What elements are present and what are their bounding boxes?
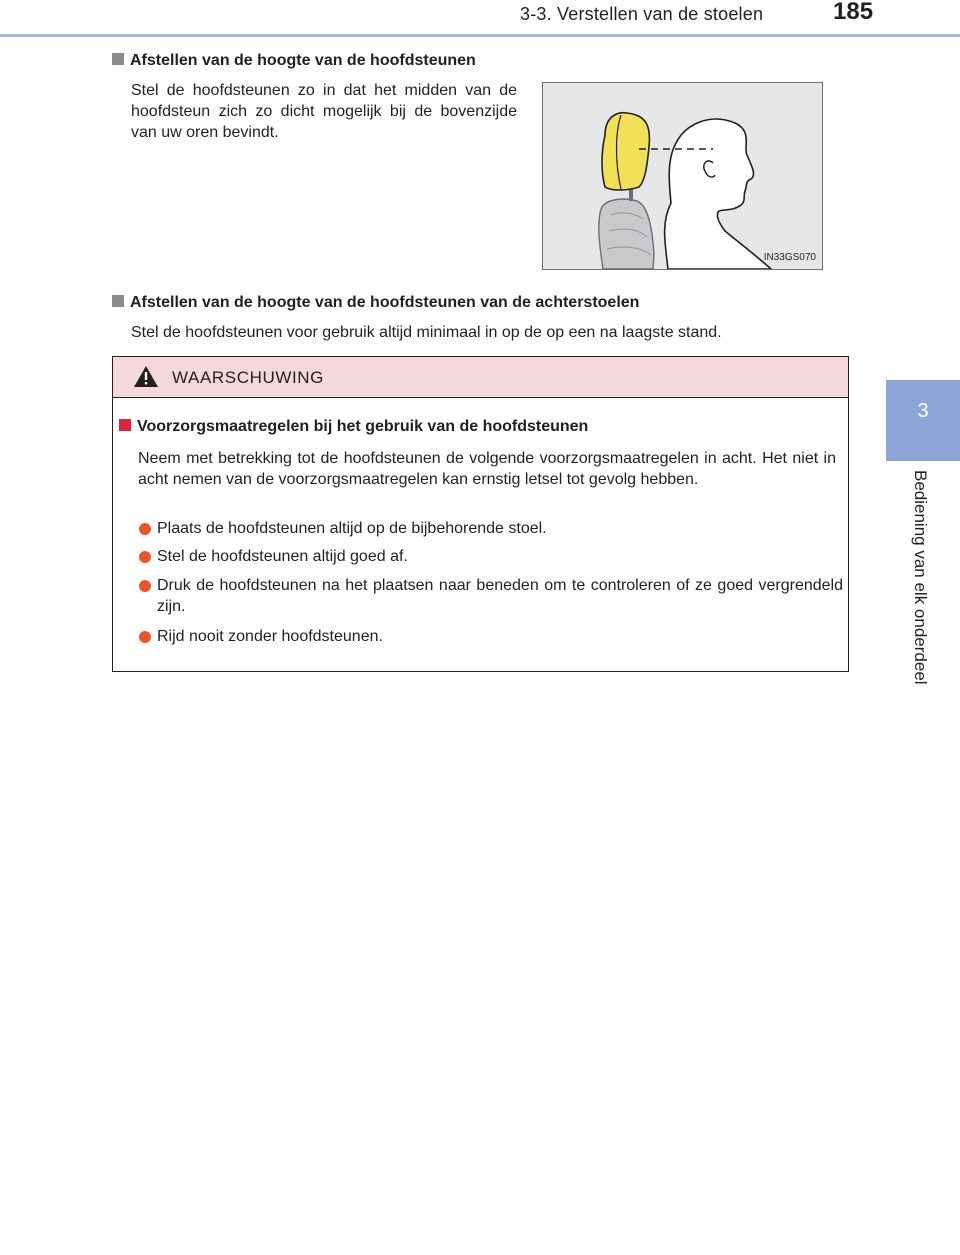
warning-bullet-text: Rijd nooit zonder hoofdsteunen. [157, 628, 383, 645]
warning-bullet [138, 626, 843, 647]
square-bullet-icon [119, 419, 131, 431]
warning-text: Neem met betrekking tot de hoofdsteunen de volgende voorzorgsmaatregelen in acht. Het niet in acht nemen van de voorzorgsmaatregelen kan ernstig letsel tot gevolg hebben. [138, 450, 836, 488]
bullet-dot-icon [139, 551, 151, 563]
chapter-tab [886, 380, 960, 461]
section2-text: Stel de hoofdsteunen voor gebruik altijd minimaal in op de op een na laagste stand. [131, 324, 722, 341]
section1-text: Stel de hoofdsteunen zo in dat het midden van de hoofdsteun zich zo dicht mogelijk bij de bovenzijde van uw oren bevindt. [131, 82, 517, 141]
warning-heading-text: Voorzorgsmaatregelen bij het gebruik van de hoofdsteunen [137, 418, 589, 435]
warning-bullet [138, 575, 843, 617]
warning-triangle-icon [133, 365, 159, 388]
bullet-dot-icon [139, 523, 151, 535]
header-section-title: 3-3. Verstellen van de stoelen [520, 4, 764, 24]
seatback [599, 199, 654, 269]
headrest-illustration [542, 82, 823, 270]
warning-bullet-text: Stel de hoofdsteunen altijd goed af. [157, 548, 408, 565]
warning-heading [119, 418, 588, 436]
chapter-title-text: Bediening van elk onderdeel [911, 470, 930, 685]
section1-heading [112, 52, 476, 70]
page-number: 185 [833, 0, 874, 25]
headrest [602, 113, 649, 190]
square-bullet-icon [112, 295, 124, 307]
figure-code: IN33GS070 [763, 252, 816, 263]
section1-heading-text: Afstellen van de hoogte van de hoofdsteunen [130, 52, 476, 69]
headrest-drawing [543, 83, 823, 270]
warning-bullet-text: Druk de hoofdsteunen na het plaatsen naar beneden om te controleren of ze goed vergrendeld zijn. [157, 577, 843, 615]
warning-box [112, 356, 849, 672]
warning-bullet [138, 518, 843, 539]
person-silhouette [665, 119, 771, 269]
chapter-number: 3 [917, 400, 929, 422]
section2-heading-text: Afstellen van de hoogte van de hoofdsteunen van de achterstoelen [130, 294, 640, 311]
chapter-title [910, 470, 934, 720]
warning-header [113, 357, 848, 398]
warning-bullet [138, 546, 843, 567]
section2-heading [112, 294, 639, 312]
warning-title: WAARSCHUWING [172, 368, 325, 387]
warning-bullet-text: Plaats de hoofdsteunen altijd op de bijbehorende stoel. [157, 520, 547, 537]
header-rule [0, 34, 960, 37]
square-bullet-icon [112, 53, 124, 65]
bullet-dot-icon [139, 580, 151, 592]
bullet-dot-icon [139, 631, 151, 643]
